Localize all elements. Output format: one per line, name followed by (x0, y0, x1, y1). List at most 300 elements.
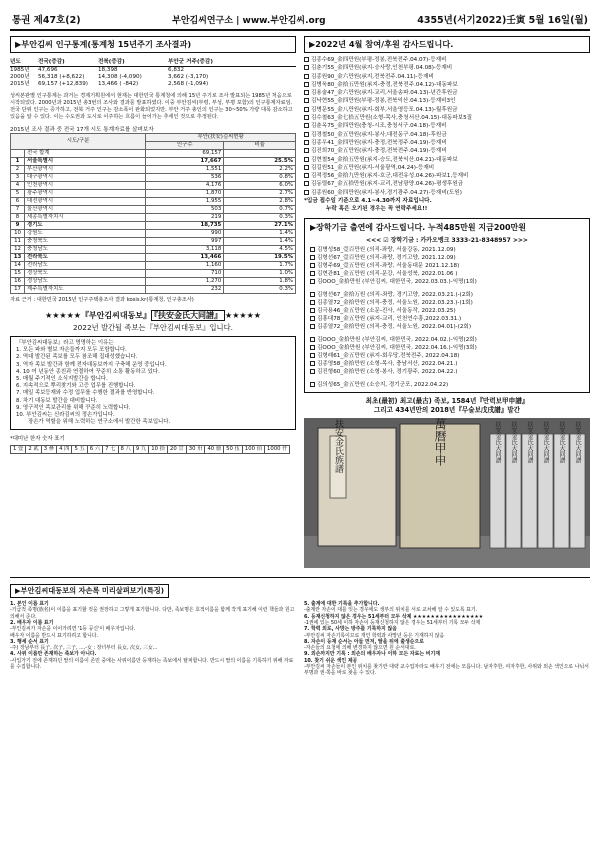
checkbox-icon (304, 82, 309, 87)
entry-text: 김종우41_金四만원(承지-충정,전북정주.04.19)-등재비 (311, 139, 447, 146)
region-population: 3,118 (146, 246, 224, 254)
hanja-number-cell: 50 伍 (224, 445, 243, 453)
donation-item (310, 360, 584, 368)
donation-item (310, 254, 584, 262)
stats-cell: 69,157 (+12,839) (38, 81, 88, 87)
region-name: 대전광역시 (25, 198, 146, 206)
region-ratio: 4.5% (224, 246, 296, 254)
guide-text: -부안김씨 자손들이 본인 위치를 찾기란 대략 교수업자라도 배우기 전에는 모릅니다. 남자후한, 여자후한, 사위와 외손 색인으로 나눠서 부명과 권·쪽을 바로 찾을 수 있다. (304, 664, 589, 677)
region-index: 17 (11, 286, 25, 294)
hanja-number-cell: 1 壹 (11, 445, 26, 453)
scholarship-box (304, 218, 590, 393)
daedongbo-reasons (10, 336, 296, 430)
region-col-ratio: 비율 (224, 142, 296, 150)
region-row (11, 238, 296, 246)
checkbox-icon (304, 140, 309, 145)
checkbox-icon (304, 90, 309, 95)
region-name: 강원도 (25, 230, 146, 238)
region-population: 69,157 (146, 150, 224, 158)
guide-right-column (304, 601, 590, 677)
checkbox-icon (310, 369, 315, 374)
region-row (11, 214, 296, 222)
donation-text: 김형주69_壹五만원 (의직-좌랑, 서울동대문 2021.12.18) (317, 263, 460, 270)
region-row (11, 222, 296, 230)
guide-title: ▶부안김씨대동보의 자손록 미리살펴보기(특징) (10, 584, 169, 598)
region-index: 8 (11, 214, 25, 222)
region-row (11, 262, 296, 270)
checkbox-icon (310, 263, 315, 268)
donation-text: 김흥대78_金五만원 (承지-교리, 인천연수흥,2022.03.31.) (317, 316, 462, 323)
stats-header-buan: 부안군 거주(증감) (168, 59, 213, 65)
region-index: 4 (11, 182, 25, 190)
region-index: 15 (11, 270, 25, 278)
old-book-title: 扶安金氏族譜 (333, 419, 343, 474)
stats-cell: 56,318 (+8,622) (38, 74, 85, 80)
region-index: 11 (11, 238, 25, 246)
entry-item (304, 131, 590, 139)
daedongbo-subtitle: 2022년 발간될 족보는『부안김씨대동보』입니다. (73, 323, 233, 332)
entry-text: 김현철54_金拾五만원(承지-승도,전북익산.04.21)-대동파보 (311, 156, 458, 163)
entry-item (304, 97, 590, 105)
donation-item (310, 246, 584, 254)
region-row (11, 190, 296, 198)
region-name: 서울특별시 (25, 158, 146, 166)
donation-item (310, 291, 584, 299)
region-index: 5 (11, 190, 25, 198)
entry-item (304, 172, 590, 180)
banner-post: ★★★★★ (225, 311, 261, 320)
region-ratio: 1.7% (224, 262, 296, 270)
checkbox-icon (304, 107, 309, 112)
checkbox-icon (304, 132, 309, 137)
donation-text: 김OOO_金拾만원 (부안김씨, 대한민국, 2022.03.03.)-익명(1회) (317, 279, 477, 286)
donation-text: 김의성65_金五만원 (소승지, 경기군포, 2022.04.22) (317, 382, 449, 389)
region-col-header: 시도/구분 (11, 134, 146, 150)
donation-item (310, 344, 584, 352)
genealogy-books-photo (304, 418, 590, 568)
stats-cell: 47,696 (38, 67, 58, 73)
donation-text: 김극용46_金五만원 (소문-진사, 서울동작, 2022.03.25) (317, 308, 456, 315)
guide-heading: 8. 자손이 등재 순서는 아들 먼저, 딸을 뒤에 출생순으로 (304, 638, 424, 645)
book-spine-label: 扶安金氏大同譜 (494, 421, 501, 464)
region-name: 충청남도 (25, 246, 146, 254)
reason-item: 장손가 역할을 위해 노력하는 연구소에서 발간한 족보입니다. (28, 419, 171, 426)
entry-item (304, 81, 590, 89)
entry-text: 김춘옥75_金四만원(충청-시조,충청서구.04.18)-등재비 (311, 123, 447, 130)
region-ratio: 2.2% (224, 166, 296, 174)
entry-item (304, 64, 590, 72)
checkbox-icon (310, 247, 315, 252)
hanja-number-cell: 6 六 (87, 445, 102, 453)
region-name: 경상북도 (25, 270, 146, 278)
region-row (11, 150, 296, 158)
hanja-number-cell: 10 拾 (149, 445, 168, 453)
checkbox-icon (304, 157, 309, 162)
donation-item (310, 278, 584, 286)
entry-item (304, 180, 590, 188)
checkbox-icon (304, 148, 309, 153)
region-name: 충청북도 (25, 238, 146, 246)
region-ratio: 1.4% (224, 238, 296, 246)
entry-text: 김병문55_金八만원(承지-회부,서울영등포.04.13)-월후원금 (311, 106, 458, 113)
stats-cell: 2000년 (10, 74, 30, 80)
checkbox-icon (304, 173, 309, 178)
entry-text: 김수철63_金七拾五만원(소형-목사,충청서산.04.15)-대동파보5질 (311, 115, 473, 122)
region-index: 16 (11, 278, 25, 286)
checkbox-icon (310, 271, 315, 276)
entry-text: 김낙현55_金四만원(부평-정봉,전북익산.04.13)-등재비3인 (311, 98, 456, 105)
region-population: 13,466 (146, 254, 224, 262)
region-name: 인천광역시 (25, 182, 146, 190)
guide-heading: 7. 학력 외로, 사망는 방주를 기록하지 않음 (304, 626, 397, 633)
checkbox-icon (310, 255, 315, 260)
donation-item (310, 299, 584, 307)
reason-item: 2. 역대 발간된 족보를 모두 참조해 집대성했습니다. (16, 354, 138, 361)
donation-item (310, 352, 584, 360)
hanja-number-cell: 2 貳 (26, 445, 41, 453)
entry-item (304, 56, 590, 64)
guide-section (10, 577, 590, 677)
region-row (11, 198, 296, 206)
region-ratio (224, 150, 296, 158)
entry-text: 김길원51_金五만원(承지-서울광역,04.24)-등재비 (311, 164, 435, 171)
donation-text: 김병성58_壹百만원 (의직-좌랑, 서울강동, 2021.12.09) (317, 247, 456, 254)
entry-item (304, 73, 590, 81)
donation-text: 김형선67_金拾万원 (의직-좌랑, 경기고양, 2022.03.21.)-(2회) (317, 292, 473, 299)
region-name: 경상남도 (25, 278, 146, 286)
checkbox-icon (310, 345, 315, 350)
banner-pre: ★★★★★『부안김씨대동보』 (45, 311, 152, 320)
entry-text: 김종수69_金四만원(부평-정봉,전북전주.04.07)-등재비 (311, 57, 447, 63)
region-index: 12 (11, 246, 25, 254)
region-population: 219 (146, 214, 224, 222)
region-index: 6 (11, 198, 25, 206)
checkbox-icon (310, 353, 315, 358)
photo-caption-line2: 그리고 434년만의 2018년『무술보戊戌譜』발간 (373, 406, 521, 415)
region-index: 13 (11, 254, 25, 262)
guide-text: -사입가기 전에 존재하던 딸의 이름이 존민 중에는 사위이름만 등재하는 족보에서 탈피합니다. 반드시 딸의 이름을 기록하기 위해 자료를 수집합니다. (10, 657, 294, 671)
hanja-number-cell: 20 廿 (167, 445, 186, 453)
entry-text: 김병욱80_金拾五만원(承지-충정,전북전주.04.12)-대동파보 (311, 81, 458, 88)
entry-text: 김용술47_金六만원(承지-교리,서울송파.04.13)-년간후원금 (311, 90, 458, 97)
guide-heading: 3. 행세 순서 표기 (10, 638, 49, 645)
region-name: 광주광역시 (25, 190, 146, 198)
region-row (11, 286, 296, 294)
region-population: 1,870 (146, 190, 224, 198)
hanja-number-cell: 3 參 (41, 445, 56, 453)
donation-item (310, 381, 584, 389)
region-table (10, 133, 296, 294)
region-index: 10 (11, 230, 25, 238)
scholarship-account[interactable]: <<< ☑ 장학기금 : 카카오뱅크 3333-21-8348957 >>> (366, 237, 528, 245)
entry-item (304, 89, 590, 97)
hanja-number-cell: 4 四 (57, 445, 72, 453)
hanja-numbers-title: *대미난 한자 숫자 표기 (10, 436, 65, 443)
region-index: 14 (11, 262, 25, 270)
region-ratio: 2.7% (224, 190, 296, 198)
reason-item: 5. 매월 주기적인 소식지발간을 합니다. (16, 376, 108, 383)
entry-item (304, 106, 590, 114)
region-row (11, 166, 296, 174)
entry-text: 김종원90_金六만원(承지,전북전주.04.11)-등재비 (311, 73, 434, 80)
checkbox-icon (310, 308, 315, 313)
region-col-subheader: 부안(扶安)김씨현황 (146, 134, 296, 142)
checkbox-icon (304, 181, 309, 186)
reason-item: 7. 매일 족보등재와 수정 업무를 수행한 결과를 반영합니다. (16, 390, 155, 397)
stats-cell: 3,662 (-3,170) (168, 74, 209, 80)
region-population: 17,667 (146, 158, 224, 166)
checkbox-icon (310, 361, 315, 366)
guide-text: 배우자 이름을 반드시 표기하려고 합니다. (10, 632, 99, 639)
region-ratio: 2.8% (224, 198, 296, 206)
donation-item (310, 262, 584, 270)
site-link[interactable]: 부안김씨연구소 | www.부안김씨.org (172, 15, 326, 26)
hanja-number-cell: 8 八 (118, 445, 133, 453)
region-index: 2 (11, 166, 25, 174)
hanja-number-cell: 7 七 (103, 445, 118, 453)
guide-heading: 2. 배우자 이름 표기 (10, 619, 54, 626)
masthead (10, 8, 590, 31)
entry-item (304, 139, 590, 147)
region-row (11, 158, 296, 166)
guide-heading: 9. 외손까지만 기록 : 외손의 배우자나 이하 모든 자료는 비기재 (304, 651, 440, 658)
donation-text: 김형선67_壹百만원 (의직-좌랑, 경기고양, 2021.12.09) (317, 255, 456, 262)
stats-cell: 2015년 (10, 81, 30, 87)
hanja-number-cell: 30 卅 (186, 445, 205, 453)
guide-text: -기급적 족명(族名)이 이름을 표기할 것을 권장하고 그렇게 표기합니다. 다만, 족보명은 호적이름을 함께 작게 표기해 이런 책들과 원고 의해서 준다. (10, 607, 295, 620)
entry-item (304, 147, 590, 155)
left-column (10, 36, 296, 572)
entry-item (304, 189, 590, 197)
checkbox-icon (310, 324, 315, 329)
region-population: 18,735 (146, 222, 224, 230)
checkbox-icon (304, 165, 309, 170)
region-ratio: 0.3% (224, 286, 296, 294)
checkbox-icon (310, 292, 315, 297)
entry-text: 김동렬67_金五拾만원(承지-교리,전남광양.04.26)-평생후원금 (311, 181, 464, 188)
reason-item: 10. 부안김씨는 신라김씨의 정손가입니다. (16, 412, 115, 419)
checkbox-icon (310, 337, 315, 342)
photo-caption-line1: 최초(最初) 최고(最古) 족보, 1584년『만력보甲申譜』 (365, 397, 529, 406)
guide-text: -1권에 있는 50세 이하 자손이 등재신청하지 않은 경우는 51세부터 기록 모두 삭제 (304, 619, 481, 626)
region-index: 1 (11, 158, 25, 166)
stats-header-national: 전국(증감) (38, 59, 65, 65)
scholarship-title: ▶장학기금 출연에 감사드립니다. 누적485만원 지금200만원 (310, 223, 527, 233)
region-population: 1,270 (146, 278, 224, 286)
checkbox-icon (304, 65, 309, 70)
checkbox-icon (310, 279, 315, 284)
donation-item (310, 315, 584, 323)
donation-text: 김OOO_金拾만원 (부안김씨, 대한민국, 2022.04.02.)-익명(2회) (317, 337, 477, 344)
entries-note-contact: 누락 혹은 오기된 경우는 꼭 연락주세요!! (326, 206, 428, 213)
hanja-numbers (10, 436, 296, 454)
region-population: 997 (146, 238, 224, 246)
region-name: 제주특별자치도 (25, 286, 146, 294)
region-name: 대구광역시 (25, 174, 146, 182)
book-spine-label: 扶安金氏大同譜 (526, 421, 533, 464)
guide-text: -자손들의 요청에 의해 변경하지 않으면 원 순서대로. (304, 645, 416, 652)
stats-row (10, 67, 296, 74)
reason-item: 8. 차기 대동보 발간을 대비합니다. (16, 397, 98, 404)
region-population: 536 (146, 174, 224, 182)
donation-text: 김형래61_金五만원 (承지-회우당,전북전주, 2022.04.18) (317, 353, 460, 360)
region-col-population: 인구수 (146, 142, 224, 150)
region-ratio: 0.8% (224, 174, 296, 182)
open-book-title: 萬曆甲申 (433, 418, 447, 467)
stats-cell: 18,398 (98, 67, 118, 73)
checkbox-icon (304, 98, 309, 103)
book-spine-label: 扶安金氏大同譜 (510, 421, 517, 464)
entries-list (304, 56, 590, 197)
daedongbo-banner (10, 310, 296, 321)
guide-heading: 6. 등재신청하지 않은 경우는 51세부터 모두 삭제 ★★★★★★★★★★★★★★★★ (304, 613, 484, 620)
region-row (11, 278, 296, 286)
entry-text: 김종원60_金四만원(承지-봉사,경기광주.04.27)-등재비(도원) (311, 189, 462, 196)
region-ratio: 1.8% (224, 278, 296, 286)
guide-heading: 4. 사위 이름만 존재하는 족보가 아니다. (10, 651, 97, 658)
region-ratio: 27.1% (224, 222, 296, 230)
hanja-number-cell: 100 佰 (242, 445, 264, 453)
stats-paragraph: 성씨본관별 인구통계는 과거는 경제기획원에서 현재는 대한민국 통계청에 의해 15년 주기로 조사 발표되는 1985년 처음으로 시작되었다. 2000년과 2015년 총3번의 조사와 결과를 발표하였다. 이중 부안김씨(부령, 부성, 부평 포함)의 인구통계자료임. 전국 단위 인구는 증가하고, 전북 거주 인구는 감소폭이 완화되었지만. 부안 거주 총인의 인구는 30~50% 가량 대폭 감소하고 있음을 알 수 있다. 이는 수도권과 도시로 이주하는 흐름이 늘어가는 추세인 것으로 추정된다. (10, 93, 293, 120)
reason-item: 4. 10 여 년동안 종친과 연결하여 꾸준히 소통 활동하고 있다. (16, 368, 160, 375)
hanja-number-cell: 40 卌 (205, 445, 224, 453)
checkbox-icon (304, 115, 309, 120)
entry-item (304, 114, 590, 122)
guide-heading: 10. 찾기 쉬운 색인 제공 (304, 657, 358, 664)
donation-item (310, 368, 584, 376)
region-name: 전라남도 (25, 262, 146, 270)
hanja-number-cell: 9 九 (133, 445, 148, 453)
region-ratio: 6.0% (224, 182, 296, 190)
checkbox-icon (304, 57, 309, 62)
checkbox-icon (304, 190, 309, 195)
region-population: 990 (146, 230, 224, 238)
stats-cell: 6,832 (168, 67, 185, 73)
reason-item: 9. 영구적인 족보관리를 위해 꾸준히 노력합니다. (16, 404, 131, 411)
issue-number: 통권 제47호(2) (12, 15, 81, 26)
guide-text: -부안김씨 자손기록이므로 개인 학력과 사망년 등은 기재하지 않음 (304, 632, 445, 639)
guide-text: -부인김씨가 자손을 이어가려면 '1등 공신'이 배우자입니다. (10, 626, 136, 633)
region-row (11, 206, 296, 214)
guide-text: -주) 장남부터 長子, 次子, 三子, ...,-女 : 장녀부터 長女, 次女, 三女... (10, 645, 158, 652)
reasons-intro: 『부안김씨대동보』라고 명명하는 이유는 (16, 340, 114, 346)
region-ratio: 1.0% (224, 270, 296, 278)
region-row (11, 182, 296, 190)
entry-item (304, 156, 590, 164)
region-name: 전라북도 (25, 254, 146, 262)
region-population: 232 (146, 286, 224, 294)
checkbox-icon (310, 316, 315, 321)
donation-text: 김현관81_金五만원 (의직-문강, 서울성북, 2022.01.06 ) (317, 271, 458, 278)
checkbox-icon (304, 123, 309, 128)
entries-note-range: *입금 접수일 기준으로 4.1~4.30까지 자료입니다. (304, 198, 432, 205)
stats-header-year: 년도 (10, 59, 21, 65)
book-spine-label: 扶安金氏大同譜 (542, 421, 549, 464)
entry-item (304, 122, 590, 130)
hanja-number-cell: 5 五 (72, 445, 87, 453)
region-index (11, 150, 25, 158)
reason-item: 3. 역자 족보 발간과 함께 전자대동보까지 구축해 운영 중입니다. (16, 361, 167, 368)
guide-heading: 1. 본인 이름 표기 (10, 601, 49, 608)
region-row (11, 174, 296, 182)
region-row (11, 246, 296, 254)
region-row (11, 254, 296, 262)
stats-cell: 2,568 (-1,094) (168, 81, 209, 87)
region-ratio: 19.5% (224, 254, 296, 262)
region-ratio: 0.7% (224, 206, 296, 214)
donation-text: 김종열72_金拾만원 (의직-충정, 서울노원, 2022.03.23.)-(1회) (317, 300, 473, 307)
region-population: 1,551 (146, 166, 224, 174)
stats-title: ▶부안김씨 인구통계(통계청 15년주기 조사결과) (10, 36, 296, 53)
stats-header-jeonbuk: 전북(증감) (98, 59, 125, 65)
donation-item (310, 336, 584, 344)
region-name: 경기도 (25, 222, 146, 230)
region-name: 전국 합계 (25, 150, 146, 158)
region-population: 1,955 (146, 198, 224, 206)
reason-item: 1. 모든 파와 별보 자손들까지 모두 포함합니다. (16, 347, 127, 354)
stats-header (10, 56, 296, 67)
region-name: 울산광역시 (25, 206, 146, 214)
book-spine-label: 扶安金氏大同譜 (558, 421, 565, 464)
checkbox-icon (310, 300, 315, 305)
reason-item: 6. 지속적으로 뿌리찾기와 고증 업무를 진행합니다. (16, 383, 136, 390)
stats-cell: 1985년 (10, 67, 30, 73)
region-population: 1,160 (146, 262, 224, 270)
donation-text: 김진형60_金拾만원 (소형-봉사, 경기광주, 2022.04.22.) (317, 369, 458, 376)
stats-cell: 14,308 (-4,090) (98, 74, 142, 80)
book-spine-label: 扶安金氏大同譜 (574, 421, 581, 464)
region-index: 3 (11, 174, 25, 182)
stats-source: 자료 근거 : 대한민국 2015년 인구주택총조사 결과 kosis.kr(통계청, 인구총조사) (10, 297, 194, 303)
entry-text: 김적정56_金拾九만원(承지-호군,대전유성.04.26)-파보1,등재비 (311, 173, 469, 180)
region-ratio: 0.3% (224, 214, 296, 222)
region-index: 9 (11, 222, 25, 230)
donation-text: 김OOO_金拾만원 (부안김씨, 대한민국, 2022.04.16.)-익명(3회) (317, 345, 477, 352)
guide-text: -출계란 자손이 대를 잇는 경우에도 생부의 위치를 서로 교차해 알 수 있도록 표기. (304, 607, 478, 614)
region-name: 부산광역시 (25, 166, 146, 174)
entry-text: 김진희70_金五만원(承지-충정,전북전주.04.19)-등재비 (311, 148, 447, 155)
region-table-title: 2015년 조사 결과 중 전국 17개 시도 통계자료를 살펴보자 (10, 127, 154, 133)
guide-heading: 5. 출계에 대한 기록을 추가합니다. (304, 601, 380, 608)
stats-row (10, 81, 296, 88)
region-index: 7 (11, 206, 25, 214)
stats-cell: 13,466 ( -842) (98, 81, 139, 87)
region-population: 710 (146, 270, 224, 278)
right-column (304, 36, 590, 572)
region-ratio: 25.5% (224, 158, 296, 166)
stats-rows (10, 67, 296, 88)
issue-date: 4355년(서기2022)壬寅 5월 16일(월) (417, 15, 588, 26)
region-ratio: 1.4% (224, 230, 296, 238)
entry-text: 김경철50_金五만원(承지-봉사,대전동구.04.18)-후원금 (311, 131, 447, 138)
banner-hanja: 『扶安金氏大同譜』 (151, 310, 225, 321)
checkbox-icon (304, 74, 309, 79)
region-row (11, 230, 296, 238)
donation-item (310, 323, 584, 331)
region-population: 4,176 (146, 182, 224, 190)
entry-item (304, 164, 590, 172)
donation-item (310, 270, 584, 278)
photo-caption (304, 397, 590, 415)
donation-text: 김종영58_金拾만원 (소형-목사, 충남서산, 2022.04.21.) (317, 361, 458, 368)
stats-row (10, 74, 296, 81)
guide-left-column (10, 601, 296, 677)
region-row (11, 270, 296, 278)
checkbox-icon (310, 382, 315, 387)
region-name: 세종특별자치시 (25, 214, 146, 222)
donation-item (310, 307, 584, 315)
hanja-number-cell: 1000 仟 (265, 445, 290, 453)
